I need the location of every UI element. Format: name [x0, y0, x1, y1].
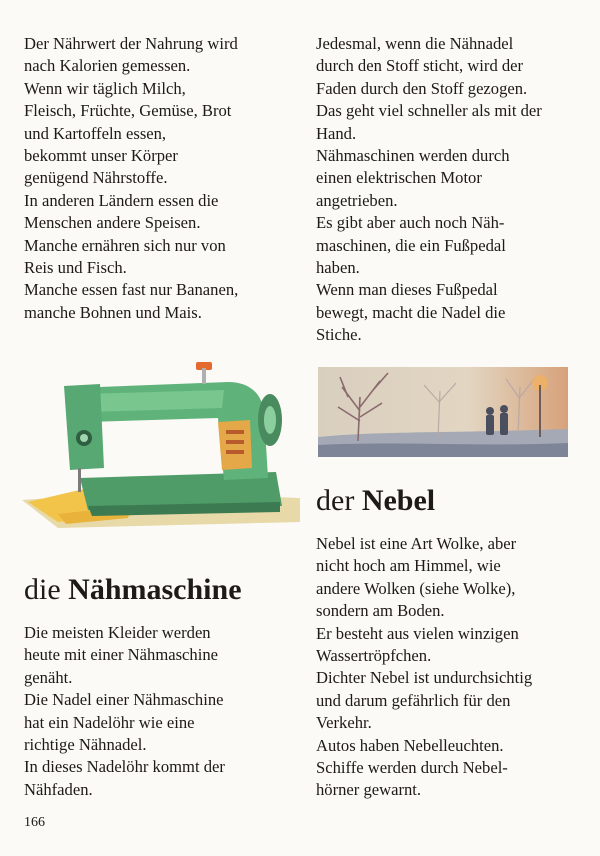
entry-heading-naehmaschine — [24, 573, 242, 607]
text-line: Das geht viel schneller als mit der — [316, 101, 542, 121]
left-column-intro-text — [24, 33, 238, 324]
text-line: bewegt, macht die Nadel die — [316, 302, 506, 322]
text-line: Wassertröpfchen. — [316, 646, 432, 666]
text-line: bekommt unser Körper — [24, 146, 178, 166]
text-line: Reis und Fisch. — [24, 258, 127, 278]
text-line: und darum gefährlich für den — [316, 690, 511, 710]
text-line: Manche ernähren sich nur von — [24, 235, 226, 255]
text-line: durch den Stoff sticht, wird der — [316, 56, 524, 76]
nebel-entry-text — [316, 533, 532, 802]
text-line: Jedesmal, wenn die Nähnadel — [316, 34, 514, 53]
text-line: haben. — [316, 258, 360, 278]
text-line: Wenn wir täglich Milch, — [24, 78, 186, 98]
text-line: Faden durch den Stoff gezogen. — [316, 78, 528, 98]
entry-heading-nebel — [316, 484, 435, 518]
text-line: Stiche. — [316, 325, 362, 345]
text-line: In dieses Nadelöhr kommt der — [24, 757, 225, 777]
text-line: Der Nährwert der Nahrung wird — [24, 34, 238, 53]
text-line: Verkehr. — [316, 713, 372, 733]
text-line: genäht. — [24, 667, 73, 687]
text-line: nach Kalorien gemessen. — [24, 56, 191, 76]
text-line: einen elektrischen Motor — [316, 168, 482, 188]
text-line: Nähmaschinen werden durch — [316, 146, 510, 166]
text-line: Nebel ist eine Art Wolke, aber — [316, 534, 517, 553]
text-line: Dichter Nebel ist undurchsichtig — [316, 668, 533, 688]
fog-illustration — [318, 367, 568, 457]
sewing-machine-illustration — [18, 360, 300, 536]
text-line: manche Bohnen und Mais. — [24, 302, 202, 322]
text-line: maschinen, die ein Fußpedal — [316, 235, 506, 255]
naehmaschine-entry-text — [24, 622, 225, 801]
entry-article: der — [316, 484, 355, 517]
text-line: hörner gewarnt. — [316, 780, 422, 800]
text-line: und Kartoffeln essen, — [24, 123, 167, 143]
page-number: 166 — [24, 815, 45, 830]
text-line: Wenn man dieses Fußpedal — [316, 280, 498, 300]
text-line: Nähfaden. — [24, 779, 93, 799]
text-line: sondern am Boden. — [316, 601, 445, 621]
text-line: andere Wolken (siehe Wolke), — [316, 578, 516, 598]
text-line: Er besteht aus vielen winzigen — [316, 623, 519, 643]
text-line: Menschen andere Speisen. — [24, 213, 201, 233]
text-line: In anderen Ländern essen die — [24, 190, 219, 210]
text-line: Hand. — [316, 123, 357, 143]
text-line: Die meisten Kleider werden — [24, 623, 211, 642]
entry-word: Nähmaschine — [68, 573, 242, 606]
text-line: genügend Nährstoffe. — [24, 168, 168, 188]
text-line: heute mit einer Nähmaschine — [24, 645, 218, 665]
text-line: Es gibt aber auch noch Näh- — [316, 213, 505, 233]
text-line: hat ein Nadelöhr wie eine — [24, 712, 195, 732]
text-line: angetrieben. — [316, 190, 398, 210]
text-line: richtige Nähnadel. — [24, 735, 147, 755]
entry-word: Nebel — [361, 484, 436, 517]
text-line: nicht hoch am Himmel, wie — [316, 556, 501, 576]
text-line: Manche essen fast nur Bananen, — [24, 280, 239, 300]
entry-article: die — [24, 573, 61, 606]
text-line: Die Nadel einer Nähmaschine — [24, 690, 224, 710]
right-column-intro-text — [316, 33, 542, 347]
text-line: Autos haben Nebelleuchten. — [316, 735, 504, 755]
text-line: Fleisch, Früchte, Gemüse, Brot — [24, 101, 232, 121]
text-line: Schiffe werden durch Nebel- — [316, 758, 508, 778]
